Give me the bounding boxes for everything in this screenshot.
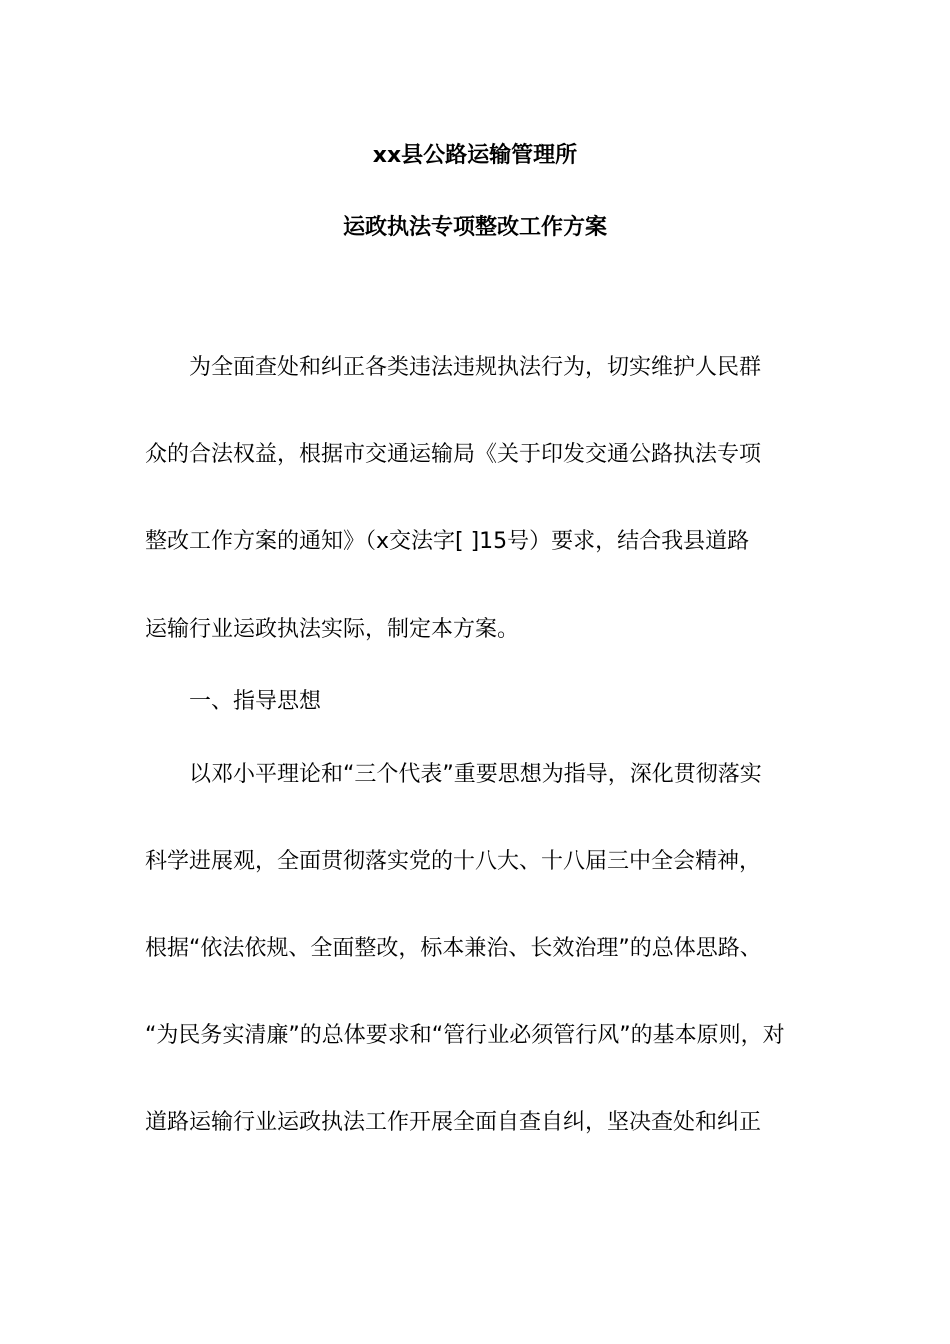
paragraph-line: 运输行业运政执法实际，制定本方案。 (145, 617, 520, 642)
paragraph-line: 为全面查处和纠正各类违法违规执法行为，切实维护人民群 (189, 355, 762, 380)
paragraph-line: 根据“依法依规、全面整改，标本兼治、长效治理”的总体思路、 (145, 936, 762, 961)
paragraph-line: “为民务实清廉”的总体要求和“管行业必须管行风”的基本原则，对 (145, 1023, 785, 1048)
paragraph-line: 整改工作方案的通知》（x交法字[ ]15号）要求，结合我县道路 (145, 529, 750, 554)
document-title-line-2: 运政执法专项整改工作方案 (342, 215, 607, 240)
paragraph-line: 道路运输行业运政执法工作开展全面自查自纠，坚决查处和纠正 (145, 1110, 762, 1135)
section-heading: 一、指导思想 (189, 689, 322, 714)
paragraph-line: 众的合法权益，根据市交通运输局《关于印发交通公路执法专项 (145, 442, 762, 467)
document-title-line-1: xx县公路运输管理所 (372, 143, 578, 168)
paragraph-line: 以邓小平理论和“三个代表”重要思想为指导，深化贯彻落实 (189, 762, 762, 787)
paragraph-line: 科学进展观，全面贯彻落实党的十八大、十八届三中全会精神， (145, 849, 762, 874)
